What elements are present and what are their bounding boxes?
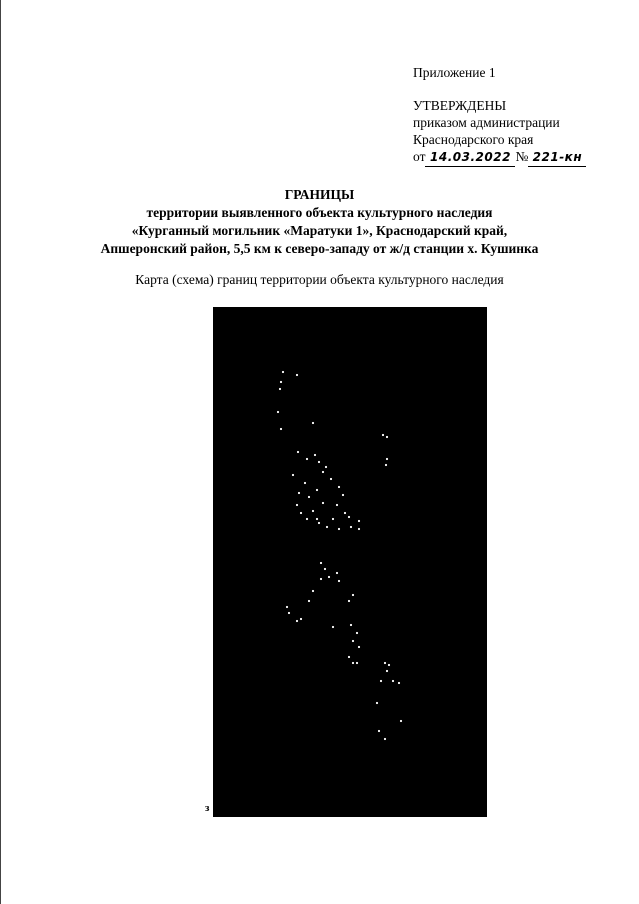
page-margin-line	[0, 0, 1, 904]
boundary-point-marker	[392, 680, 394, 682]
boundary-point-marker	[330, 478, 332, 480]
boundary-point-marker	[280, 428, 282, 430]
document-heading	[0, 186, 639, 258]
map-subtitle: Карта (схема) границ территории объекта культурного наследия	[135, 272, 504, 287]
map-corner-label: з	[205, 802, 210, 814]
order-line-1: приказом администрации	[413, 115, 560, 130]
boundary-point-marker	[398, 682, 400, 684]
boundary-point-marker	[382, 434, 384, 436]
boundary-point-marker	[386, 670, 388, 672]
boundary-point-marker	[308, 496, 310, 498]
boundary-point-marker	[298, 492, 300, 494]
boundary-point-marker	[400, 720, 402, 722]
boundary-point-marker	[279, 388, 281, 390]
boundary-point-marker	[352, 640, 354, 642]
boundary-point-marker	[318, 522, 320, 524]
boundary-point-marker	[358, 520, 360, 522]
boundary-point-marker	[314, 454, 316, 456]
boundary-point-marker	[344, 512, 346, 514]
boundary-point-marker	[312, 590, 314, 592]
boundary-point-marker	[358, 528, 360, 530]
boundary-point-marker	[296, 374, 298, 376]
boundary-point-marker	[286, 606, 288, 608]
boundary-point-marker	[296, 504, 298, 506]
boundary-point-marker	[292, 474, 294, 476]
order-number-handwritten: 221-кн	[528, 149, 586, 167]
boundary-point-marker	[336, 504, 338, 506]
boundary-point-marker	[308, 600, 310, 602]
date-prefix: от	[413, 149, 426, 164]
boundary-point-marker	[380, 680, 382, 682]
boundary-point-marker	[328, 576, 330, 578]
boundary-point-marker	[348, 656, 350, 658]
boundary-point-marker	[322, 471, 324, 473]
boundary-point-marker	[316, 489, 318, 491]
boundary-point-marker	[386, 436, 388, 438]
boundary-point-marker	[282, 371, 284, 373]
boundary-point-marker	[342, 494, 344, 496]
boundary-point-marker	[356, 662, 358, 664]
boundary-point-marker	[325, 466, 327, 468]
boundary-point-marker	[336, 572, 338, 574]
approved-label: УТВЕРЖДЕНЫ	[413, 98, 507, 113]
boundary-point-marker	[388, 664, 390, 666]
boundary-point-marker	[312, 510, 314, 512]
boundary-point-marker	[296, 620, 298, 622]
boundary-point-marker	[338, 486, 340, 488]
boundary-point-marker	[348, 516, 350, 518]
boundary-point-marker	[306, 518, 308, 520]
boundary-point-marker	[300, 512, 302, 514]
boundary-point-marker	[348, 600, 350, 602]
boundary-point-marker	[350, 526, 352, 528]
boundary-point-marker	[385, 464, 387, 466]
order-date-handwritten: 14.03.2022	[425, 149, 515, 167]
boundary-point-marker	[378, 730, 380, 732]
boundary-point-marker	[320, 578, 322, 580]
boundary-point-marker	[277, 411, 279, 413]
heading-line-2: «Курганный могильник «Маратуки 1», Краснодарский край,	[131, 223, 508, 238]
boundary-point-marker	[386, 458, 388, 460]
boundary-point-marker	[280, 381, 282, 383]
boundary-point-marker	[316, 518, 318, 520]
boundary-point-marker	[304, 482, 306, 484]
boundary-point-marker	[358, 646, 360, 648]
boundary-point-marker	[326, 526, 328, 528]
approval-block	[413, 64, 586, 167]
boundary-point-marker	[338, 580, 340, 582]
appendix-label: Приложение 1	[413, 65, 496, 80]
order-date-number-line	[413, 148, 586, 167]
boundary-map	[213, 307, 487, 817]
boundary-point-marker	[384, 738, 386, 740]
boundary-point-marker	[320, 562, 322, 564]
boundary-point-marker	[332, 626, 334, 628]
boundary-point-marker	[300, 618, 302, 620]
number-prefix: №	[515, 149, 529, 164]
boundary-point-marker	[312, 422, 314, 424]
boundary-point-marker	[288, 612, 290, 614]
boundary-point-marker	[318, 461, 320, 463]
boundary-map-canvas	[213, 307, 487, 817]
boundary-point-marker	[322, 502, 324, 504]
boundary-point-marker	[350, 624, 352, 626]
heading-line-1: территории выявленного объекта культурного наследия	[146, 205, 493, 220]
boundary-point-marker	[376, 702, 378, 704]
boundary-point-marker	[324, 568, 326, 570]
boundary-point-marker	[352, 594, 354, 596]
boundary-point-marker	[332, 518, 334, 520]
boundary-point-marker	[297, 451, 299, 453]
boundary-point-marker	[352, 662, 354, 664]
boundary-point-marker	[306, 458, 308, 460]
boundary-point-marker	[356, 632, 358, 634]
heading-line-3: Апшеронский район, 5,5 км к северо-западу от ж/д станции х. Кушинка	[100, 241, 539, 256]
boundary-point-marker	[384, 662, 386, 664]
heading-title: ГРАНИЦЫ	[284, 187, 355, 202]
boundary-point-marker	[338, 528, 340, 530]
order-line-2: Краснодарского края	[413, 132, 534, 147]
